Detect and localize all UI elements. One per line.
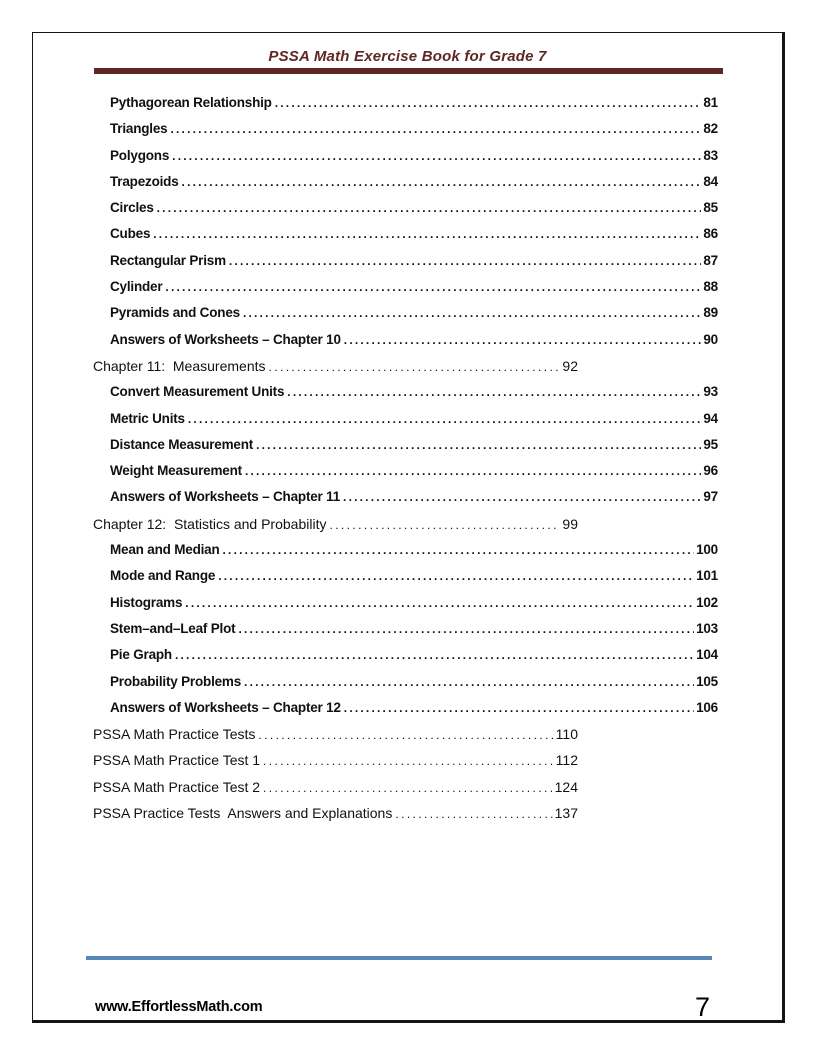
page-number: 7	[694, 991, 710, 1022]
dot-leader	[153, 221, 701, 247]
toc-entry-page: 88	[703, 279, 718, 295]
toc-entry-page: 93	[703, 384, 718, 400]
toc-entry-page: 84	[703, 173, 718, 189]
toc-entry-page: 100	[696, 542, 718, 558]
toc-entry-page: 90	[703, 331, 718, 347]
toc-entry[interactable]	[93, 327, 718, 353]
toc-entry-label: Pie Graph	[110, 647, 172, 663]
toc-entry-label: Probability Problems	[110, 673, 242, 689]
toc-entry[interactable]	[93, 458, 718, 484]
dot-leader	[329, 511, 560, 538]
toc-entry-chapter[interactable]	[93, 511, 578, 537]
toc-entry-page: 87	[703, 252, 718, 268]
toc-entry-page: 89	[703, 305, 718, 321]
toc-entry-label: Mode and Range	[110, 568, 216, 584]
toc-entry-page: 110	[555, 726, 578, 743]
header-rule	[94, 68, 723, 74]
dot-leader	[238, 616, 694, 642]
dot-leader	[263, 774, 553, 801]
toc-entry-page: 82	[703, 121, 718, 137]
toc-entry-label: PSSA Practice Tests Answers and Explanations	[93, 805, 393, 822]
dot-leader	[243, 300, 701, 326]
toc-entry-label: Convert Measurement Units	[110, 384, 285, 400]
dot-leader	[188, 406, 702, 432]
toc-entry-page: 112	[555, 752, 578, 769]
dot-leader	[182, 169, 702, 195]
footer	[95, 989, 710, 1025]
toc-entry-label: Pythagorean Relationship	[110, 95, 272, 110]
toc-entry-page: 102	[696, 594, 718, 610]
toc-entry-label: Answers of Worksheets – Chapter 11	[110, 489, 341, 505]
toc-entry[interactable]	[93, 300, 718, 326]
website-link[interactable]: www.EffortlessMath.com	[95, 999, 263, 1015]
toc-entry-page: 103	[696, 620, 718, 636]
toc-entry[interactable]	[93, 406, 718, 432]
dot-leader	[269, 353, 561, 380]
dot-leader	[223, 537, 695, 563]
toc-entry-page: 99	[562, 515, 578, 532]
toc-entry[interactable]	[93, 695, 718, 721]
toc-entry-page: 106	[696, 699, 718, 715]
toc-entry-chapter[interactable]	[93, 774, 578, 800]
toc-entry-label: PSSA Math Practice Test 2	[93, 778, 261, 795]
toc-entry[interactable]	[93, 90, 718, 116]
toc-entry-label: Pyramids and Cones	[110, 305, 240, 321]
toc-entry-label: Mean and Median	[110, 542, 220, 558]
toc-entry-page: 86	[703, 226, 718, 242]
dot-leader	[185, 590, 694, 616]
toc-entry[interactable]	[93, 143, 718, 169]
toc-entry-page: 101	[696, 568, 718, 584]
dot-leader	[344, 327, 702, 353]
toc-entry-label: Cylinder	[110, 279, 163, 295]
toc-entry[interactable]	[93, 432, 718, 458]
toc-entry[interactable]	[93, 537, 718, 563]
dot-leader	[343, 484, 701, 510]
dot-leader	[172, 143, 701, 169]
dot-leader	[287, 379, 701, 405]
toc-entry-page: 95	[703, 436, 718, 452]
toc-entry-page: 85	[703, 200, 718, 216]
dot-leader	[165, 274, 701, 300]
toc-entry[interactable]	[93, 221, 718, 247]
toc-entry-label: Stem–and–Leaf Plot	[110, 620, 236, 636]
toc-entry-page: 105	[696, 673, 718, 689]
toc-entry[interactable]	[93, 116, 718, 142]
dot-leader	[263, 747, 554, 774]
toc-entry-label: Metric Units	[110, 410, 185, 426]
page-border	[32, 32, 785, 1023]
toc-entry-page: 94	[703, 410, 718, 426]
toc-entry-label: PSSA Math Practice Tests	[93, 726, 256, 743]
toc-entry-chapter[interactable]	[93, 353, 578, 379]
toc-entry-page: 104	[696, 647, 718, 663]
toc-entry-label: Rectangular Prism	[110, 252, 226, 268]
toc-entry-chapter[interactable]	[93, 747, 578, 773]
toc-entry-label: Histograms	[110, 594, 183, 610]
toc-entry-page: 96	[703, 463, 718, 479]
toc-entry-label: Distance Measurement	[110, 436, 254, 452]
dot-leader	[275, 90, 702, 116]
dot-leader	[395, 800, 552, 827]
toc-entry[interactable]	[93, 642, 718, 668]
toc-entry[interactable]	[93, 195, 718, 221]
footer-rule	[86, 956, 712, 960]
toc-entry[interactable]	[93, 669, 718, 695]
toc-entry-label: Polygons	[110, 147, 170, 163]
dot-leader	[258, 721, 553, 748]
toc-entry[interactable]	[93, 274, 718, 300]
page-title: PSSA Math Exercise Book for Grade 7	[268, 48, 547, 65]
dot-leader	[218, 563, 694, 589]
toc-entry[interactable]	[93, 248, 718, 274]
dot-leader	[229, 248, 701, 274]
toc-entry-page: 92	[562, 357, 578, 374]
toc-entry-label: Answers of Worksheets – Chapter 10	[110, 331, 341, 347]
dot-leader	[170, 116, 701, 142]
dot-leader	[157, 195, 702, 221]
toc-list	[93, 90, 718, 826]
toc-entry-label: Answers of Worksheets – Chapter 12	[110, 699, 341, 715]
toc-entry[interactable]	[93, 484, 718, 510]
toc-entry-label: Chapter 11: Measurements	[93, 357, 266, 374]
dot-leader	[256, 432, 701, 458]
toc-entry[interactable]	[93, 616, 718, 642]
toc-entry-label: Trapezoids	[110, 173, 179, 189]
toc-entry-chapter[interactable]	[93, 721, 578, 747]
toc-entry-label: Weight Measurement	[110, 463, 242, 479]
dot-leader	[175, 642, 694, 668]
toc-entry-page: 81	[703, 95, 718, 110]
toc-entry[interactable]	[93, 379, 718, 405]
dot-leader	[244, 669, 694, 695]
toc-entry-page: 137	[554, 805, 578, 822]
toc-entry-label: Circles	[110, 200, 154, 216]
dot-leader	[245, 458, 701, 484]
dot-leader	[344, 695, 694, 721]
toc-entry-page: 83	[703, 147, 718, 163]
toc-entry-page: 97	[703, 489, 718, 505]
toc-entry[interactable]	[93, 563, 718, 589]
toc-entry-label: PSSA Math Practice Test 1	[93, 752, 261, 769]
toc-entry-page: 124	[554, 778, 578, 795]
toc-entry-label: Triangles	[110, 121, 168, 137]
toc-entry-chapter[interactable]	[93, 800, 578, 826]
toc-entry-label: Chapter 12: Statistics and Probability	[93, 515, 327, 532]
toc-entry[interactable]	[93, 169, 718, 195]
toc-entry-label: Cubes	[110, 226, 151, 242]
toc-entry[interactable]	[93, 590, 718, 616]
